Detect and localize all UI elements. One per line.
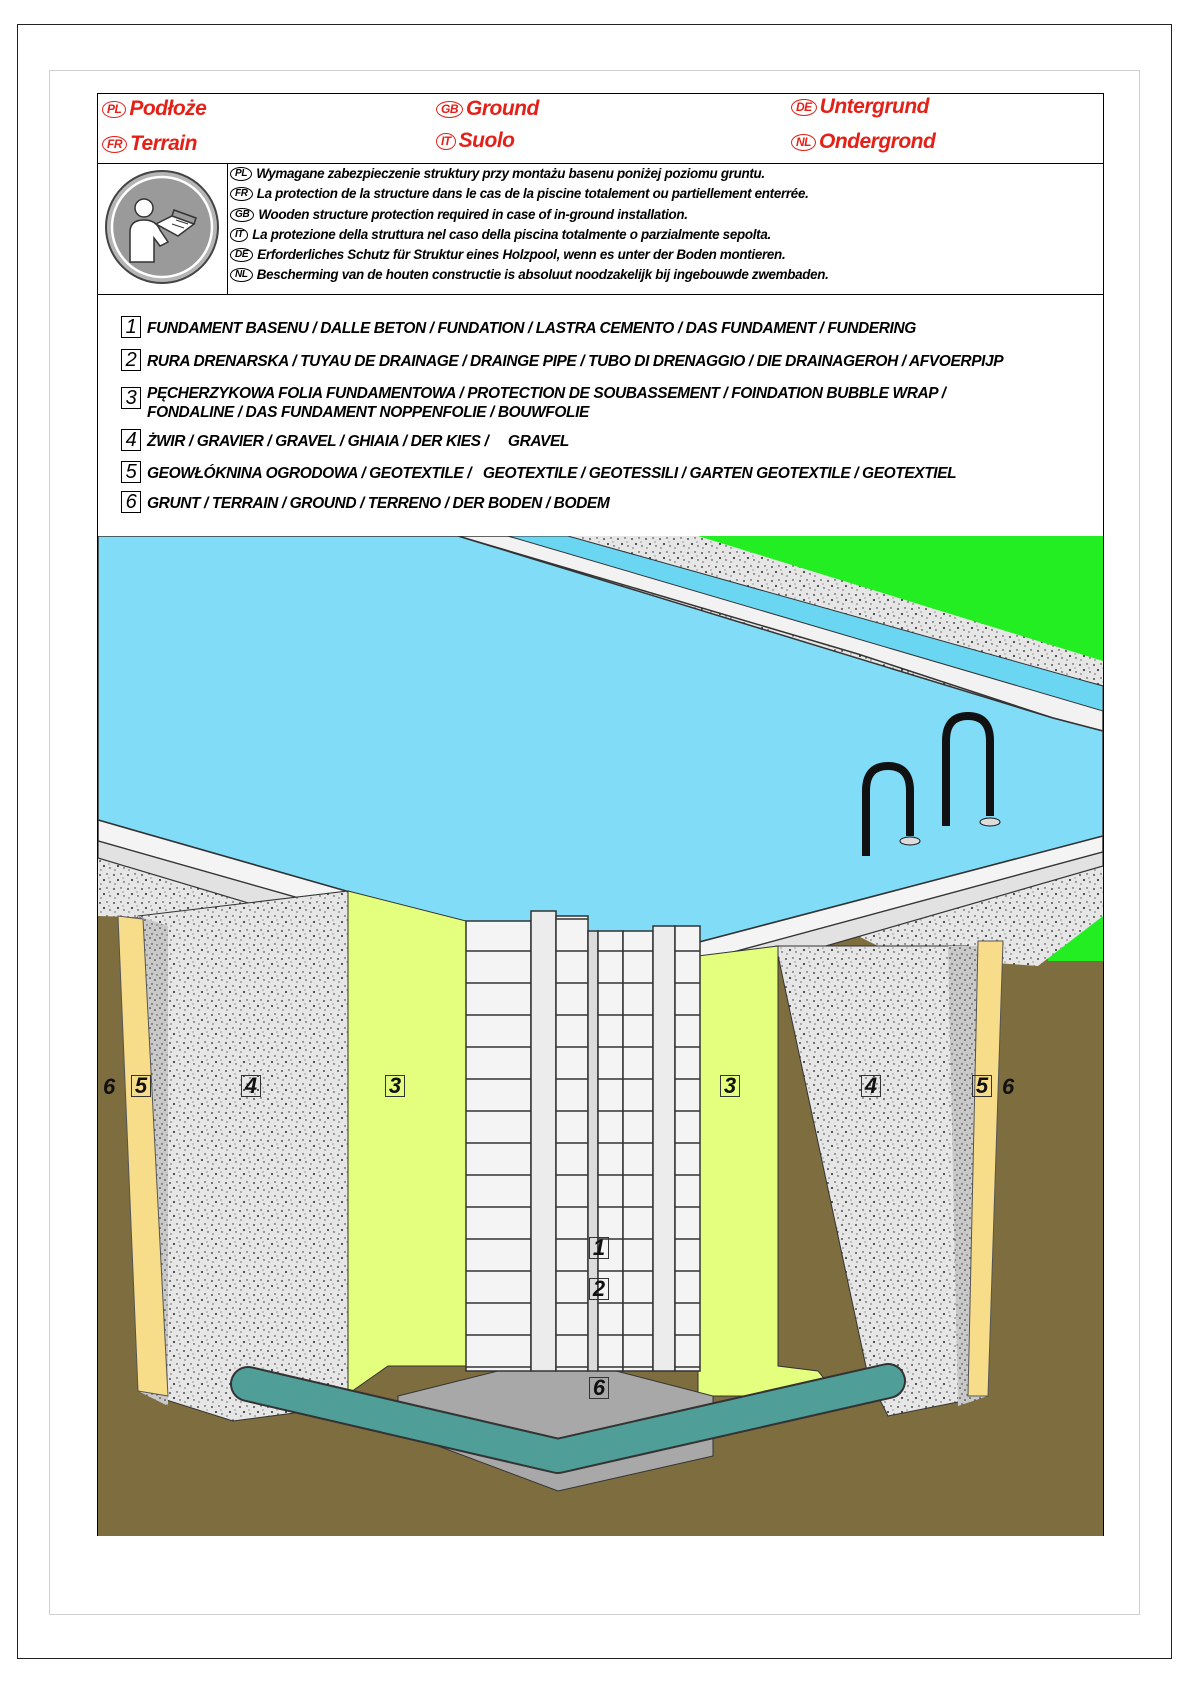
marker-1-slab: 1 [589, 1237, 609, 1259]
warning-badge-it: IT [230, 228, 248, 242]
marker-6-right: 6 [1002, 1074, 1015, 1099]
warning-badge-de: DE [230, 248, 253, 262]
wood-post-left [531, 911, 556, 1371]
gravel-block-left [138, 891, 348, 1421]
wood-corner-post [588, 931, 598, 1371]
lang-badge-nl: NL [791, 134, 816, 151]
legend-item-3 [121, 381, 945, 422]
wood-wall-right-panel [623, 931, 653, 1371]
bubble-wrap-left [348, 891, 466, 1394]
legend-text-line2: FONDALINE / DAS FUNDAMENT NOPPENFOLIE / BOUWFOLIE [147, 404, 589, 421]
marker-5-left: 5 [131, 1075, 151, 1097]
title-de-text: Untergrund [819, 95, 929, 118]
marker-5-right: 5 [972, 1075, 992, 1097]
title-fr [102, 132, 197, 156]
title-nl-text: Ondergrond [819, 130, 936, 153]
warning-badge-fr: FR [230, 187, 253, 201]
warning-it [230, 227, 771, 242]
wood-post-right [653, 926, 675, 1371]
lang-badge-pl: PL [102, 101, 126, 118]
legend-number: 6 [121, 491, 141, 513]
title-de [791, 95, 929, 119]
legend-item-1 [121, 316, 916, 338]
title-pl [102, 97, 206, 121]
legend-number: 2 [121, 349, 141, 371]
marker-6-left: 6 [103, 1074, 116, 1099]
legend-number: 5 [121, 461, 141, 483]
wood-wall-center-left [556, 916, 588, 1371]
wood-wall-left-panel [466, 921, 531, 1371]
warning-de-text: Erforderliches Schutz für Struktur eines Holzpool, wenn es unter der Boden montieren. [257, 247, 786, 262]
ladder-anchor [980, 818, 1000, 826]
legend-text: FUNDAMENT BASENU / DALLE BETON / FUNDATION / LASTRA CEMENTO / DAS FUNDAMENT / FUNDERING [147, 320, 916, 337]
legend-text: GRUNT / TERRAIN / GROUND / TERRENO / DER BODEN / BODEM [147, 495, 610, 512]
legend-item-2 [121, 349, 1003, 371]
warning-badge-nl: NL [230, 268, 253, 282]
read-manual-icon-cell [98, 164, 228, 294]
title-pl-text: Podłoże [129, 97, 207, 120]
marker-3-left: 3 [385, 1075, 405, 1097]
title-it-text: Suolo [458, 129, 515, 152]
title-gb [436, 97, 539, 121]
legend-text [147, 381, 945, 422]
legend-text-line1: PĘCHERZYKOWA FOLIA FUNDAMENTOWA / PROTECTION DE SOUBASSEMENT / FOINDATION BUBBLE WRAP / [147, 385, 946, 402]
marker-4-left: 4 [241, 1075, 261, 1097]
legend-number: 1 [121, 316, 141, 338]
warning-pl-text: Wymagane zabezpieczenie struktury przy montażu basenu poniżej poziomu gruntu. [256, 166, 765, 181]
marker-3-right: 3 [720, 1075, 740, 1097]
warning-fr-text: La protection de la structure dans le cas de la piscine totalement ou partiellement enterrée. [256, 186, 809, 201]
legend-text: GEOWŁÓKNINA OGRODOWA / GEOTEXTILE / GEOTEXTILE / GEOTESSILI / GARTEN GEOTEXTILE / GEOTEXTIEL [147, 465, 957, 482]
legend-item-4 [121, 429, 569, 451]
legend-text: RURA DRENARSKA / TUYAU DE DRAINAGE / DRAINGE PIPE / TUBO DI DRENAGGIO / DIE DRAINAGEROH / AFVOERPIJP [147, 353, 1004, 370]
warning-nl-text: Bescherming van de houten constructie is absoluut noodzakelijk bij ingebouwde zwembaden. [256, 267, 829, 282]
lang-badge-de: DE [791, 99, 817, 116]
warning-gb [230, 207, 688, 222]
warning-badge-pl: PL [230, 167, 252, 181]
legend-text: ŻWIR / GRAVIER / GRAVEL / GHIAIA / DER KIES / GRAVEL [147, 433, 569, 450]
title-it [436, 129, 515, 153]
warning-badge-gb: GB [230, 208, 254, 222]
lang-badge-fr: FR [102, 136, 127, 153]
ladder-anchor [900, 837, 920, 845]
warning-pl [230, 166, 765, 181]
wood-wall-far-right [675, 926, 700, 1371]
title-nl [791, 130, 935, 154]
warning-nl [230, 267, 829, 282]
marker-2-pipe: 2 [589, 1278, 609, 1300]
title-fr-text: Terrain [130, 132, 197, 155]
legend-number: 4 [121, 429, 141, 451]
lang-badge-it: IT [436, 133, 456, 150]
wood-wall-center-right [598, 931, 623, 1371]
instruction-panel [97, 93, 1104, 1536]
warning-gb-text: Wooden structure protection required in case of in-ground installation. [258, 207, 688, 222]
read-manual-icon [98, 164, 228, 294]
lang-badge-gb: GB [436, 101, 463, 118]
legend-item-5 [121, 461, 956, 483]
legend-item-6 [121, 491, 609, 513]
title-bar [98, 94, 1103, 164]
warning-de [230, 247, 785, 262]
warning-it-text: La protezione della struttura nel caso della piscina totalmente o parzialmente sepolta. [252, 227, 771, 242]
info-band [98, 164, 1103, 295]
legend-number: 3 [121, 387, 141, 409]
title-gb-text: Ground [466, 97, 539, 120]
marker-4-right: 4 [861, 1075, 881, 1097]
warning-fr [230, 186, 809, 201]
marker-6-bottom: 6 [589, 1377, 609, 1399]
